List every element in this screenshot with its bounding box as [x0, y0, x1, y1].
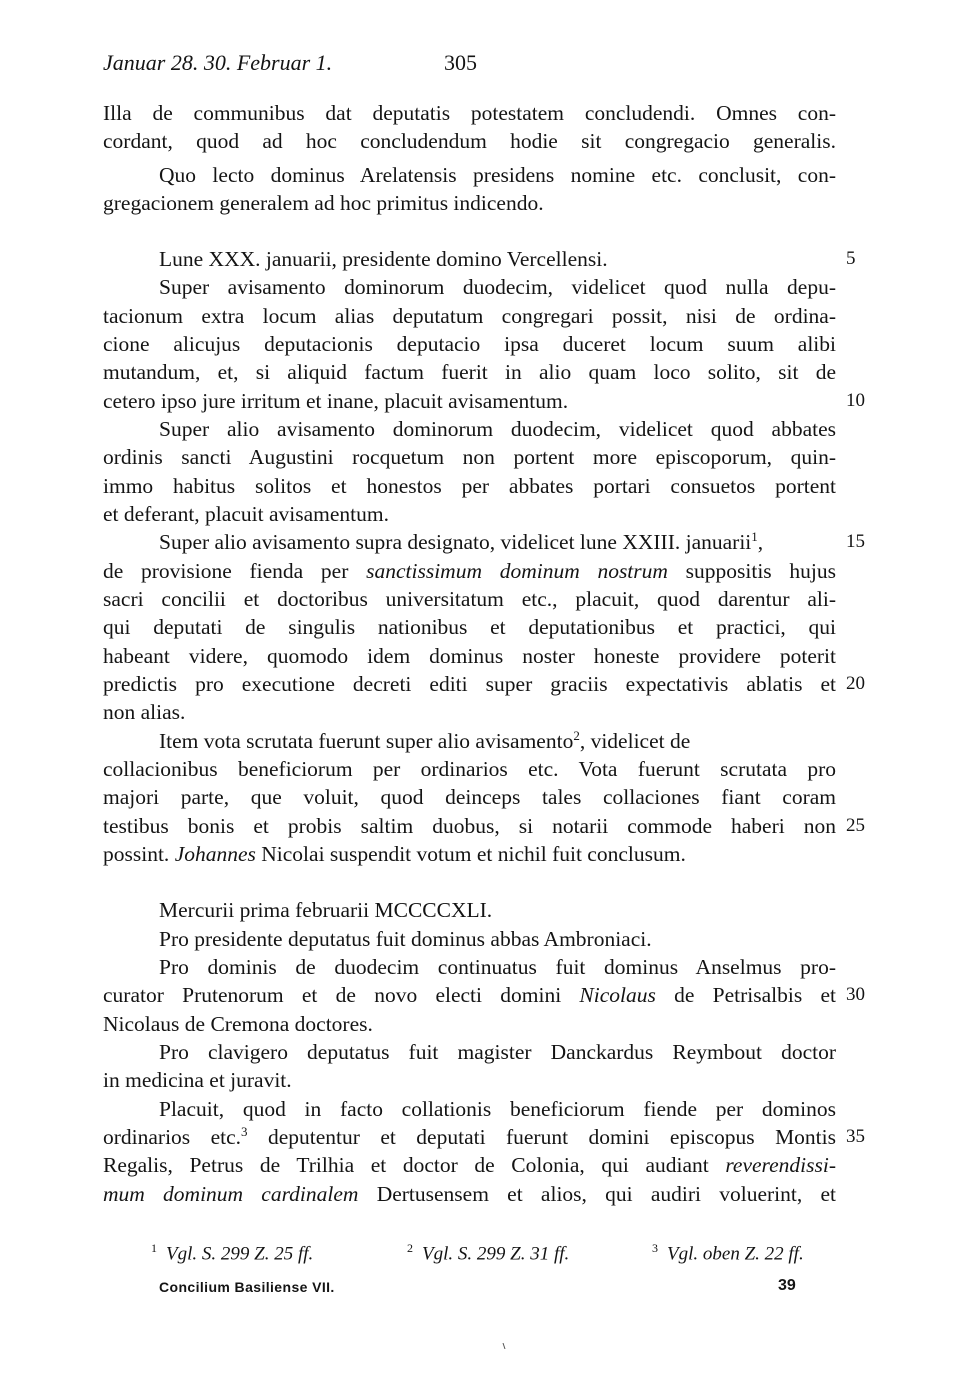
text-span: , videlicet de — [579, 729, 691, 753]
text-line: et deferant, placuit avisamentum. — [103, 502, 389, 526]
text-line: in medicina et juravit. — [103, 1068, 292, 1092]
line-number: 35 — [846, 1126, 865, 1147]
text-line — [103, 1123, 836, 1151]
running-head — [103, 50, 477, 76]
text-line: cordant, quod ad hoc concludendum hodie sit congregacio generalis. — [103, 129, 836, 153]
line-number: 15 — [846, 531, 865, 552]
text-line: tacionum extra locum alias deputatum congregari possit, nisi de ordina- — [103, 304, 836, 328]
page-number: 305 — [444, 50, 477, 75]
section-heading: Mercurii prima februarii MCCCCXLI. — [159, 898, 493, 922]
text-line — [103, 727, 836, 755]
line-number: 5 — [846, 248, 856, 269]
text-line — [103, 1151, 836, 1179]
text-line: qui deputati de singulis nationibus et deputationibus et practici, qui — [103, 615, 836, 639]
line-number: 30 — [846, 984, 865, 1005]
text-span: Nicolai suspendit votum et nichil fuit conclusum. — [261, 842, 686, 866]
footnote — [151, 1241, 313, 1265]
text-span: curator Prutenorum et de novo electi domini — [103, 983, 562, 1007]
text-line: ordinis sancti Augustini rocquetum non portent more episcoporum, quin- — [103, 445, 836, 469]
text-line — [103, 1180, 836, 1208]
text-line — [103, 981, 836, 1009]
text-span: ordinarios etc. — [103, 1125, 242, 1149]
footnotes — [103, 1241, 843, 1271]
text-line: cione alicujus deputacionis deputacio ipsa duceret locum suum alibi — [103, 332, 836, 356]
text-line: mutandum, et, si aliquid factum fuerit in alio quam loco solito, sit de — [103, 360, 836, 384]
text-span: possint. — [103, 842, 170, 866]
text-line: Pro presidente deputatus fuit dominus abbas Ambroniaci. — [159, 927, 652, 951]
text-span: de Petrisalbis et — [674, 983, 837, 1007]
text-line: sacri concilii et doctoribus universitatum etc., placuit, quod darentur ali- — [103, 587, 836, 611]
text-span: deputentur et deputati fuerunt domini episcopus Montis — [267, 1125, 836, 1149]
footnote-marker: 3 — [652, 1241, 658, 1255]
footnote-text: Vgl. S. 299 Z. 25 ff. — [166, 1243, 314, 1265]
footnote — [652, 1241, 804, 1265]
text-line: cetero ipso jure irritum et inane, placuit avisamentum. — [103, 389, 569, 413]
text-line: gregacionem generalem ad hoc primitus indicendo. — [103, 191, 544, 215]
text-line: Super avisamento dominorum duodecim, videlicet quod nulla depu- — [159, 275, 836, 299]
text-line: Placuit, quod in facto collationis beneficiorum fiende per dominos — [159, 1097, 836, 1121]
text-span: Item vota scrutata fuerunt super alio avisamento — [159, 729, 574, 753]
text-line: Quo lecto dominus Arelatensis presidens nomine etc. conclusit, con- — [159, 163, 836, 187]
line-number: 20 — [846, 673, 865, 694]
text-line: Super alio avisamento supra designato, videlicet lune XXIII. januarii$^1$, — [159, 528, 764, 554]
italic-span: Nicolaus — [579, 983, 656, 1007]
text-line: Super alio avisamento dominorum duodecim, videlicet quod abbates — [159, 417, 836, 441]
footnote — [407, 1241, 569, 1265]
italic-span: reverendissi- — [725, 1153, 837, 1177]
footnote-text: Vgl. oben Z. 22 ff. — [667, 1243, 804, 1265]
text-line: Illa de communibus dat deputatis potestatem concludendi. Omnes con- — [103, 101, 836, 125]
note-marker: 3 — [241, 1123, 248, 1139]
text-span: de provisione fienda per — [103, 559, 349, 583]
section-heading: Lune XXX. januarii, presidente domino Vercellensi. — [159, 247, 608, 271]
footnote-text: Vgl. S. 299 Z. 31 ff. — [422, 1243, 570, 1265]
italic-span: Johannes — [174, 842, 256, 866]
text-line: testibus bonis et probis saltim duobus, si notarii commode haberi non — [103, 814, 836, 838]
printer-mark — [502, 1343, 506, 1349]
text-span: Super alio avisamento supra designato, videlicet lune XXIII. januarii — [159, 530, 752, 554]
text-span: Regalis, Petrus de Trilhia et doctor de Colonia, qui audiant — [103, 1153, 709, 1177]
text-line — [103, 840, 836, 868]
running-head-title: Januar 28. 30. Februar 1. — [103, 50, 333, 75]
text-line: majori parte, que voluit, quod deinceps tales collaciones fiant coram — [103, 785, 836, 809]
line-number: 10 — [846, 390, 865, 411]
note-marker: 2 — [573, 727, 580, 743]
text-line: immo habitus solitos et honestos per abbates portari consuetos portent — [103, 474, 836, 498]
footnote-marker: 2 — [407, 1241, 413, 1255]
text-line — [103, 557, 836, 585]
text-line: Pro clavigero deputatus fuit magister Danckardus Reymbout doctor — [159, 1040, 836, 1064]
sheet-number: 39 — [778, 1277, 796, 1294]
footnote-marker: 1 — [151, 1241, 157, 1255]
text-line: Nicolaus de Cremona doctores. — [103, 1012, 373, 1036]
text-span: suppositis hujus — [685, 559, 836, 583]
text-span: Dertusensem et alios, qui audiri voluerint, et — [376, 1182, 836, 1206]
text-line: Pro dominis de duodecim continuatus fuit dominus Anselmus pro- — [159, 955, 836, 979]
note-marker: 1 — [751, 528, 758, 544]
signature-mark: Concilium Basiliense VII. — [159, 1279, 335, 1295]
line-number: 25 — [846, 815, 865, 836]
text-line: non alias. — [103, 700, 186, 724]
text-line: collacionibus beneficiorum per ordinarios etc. Vota fuerunt scrutata pro — [103, 757, 836, 781]
text-line: predictis pro executione decreti editi super graciis expectativis ablatis et — [103, 672, 836, 696]
italic-span: mum dominum cardinalem — [103, 1182, 359, 1206]
text-line: habeant videre, quomodo idem dominus noster honeste providere poterit — [103, 644, 836, 668]
italic-span: sanctissimum dominum nostrum — [366, 559, 668, 583]
